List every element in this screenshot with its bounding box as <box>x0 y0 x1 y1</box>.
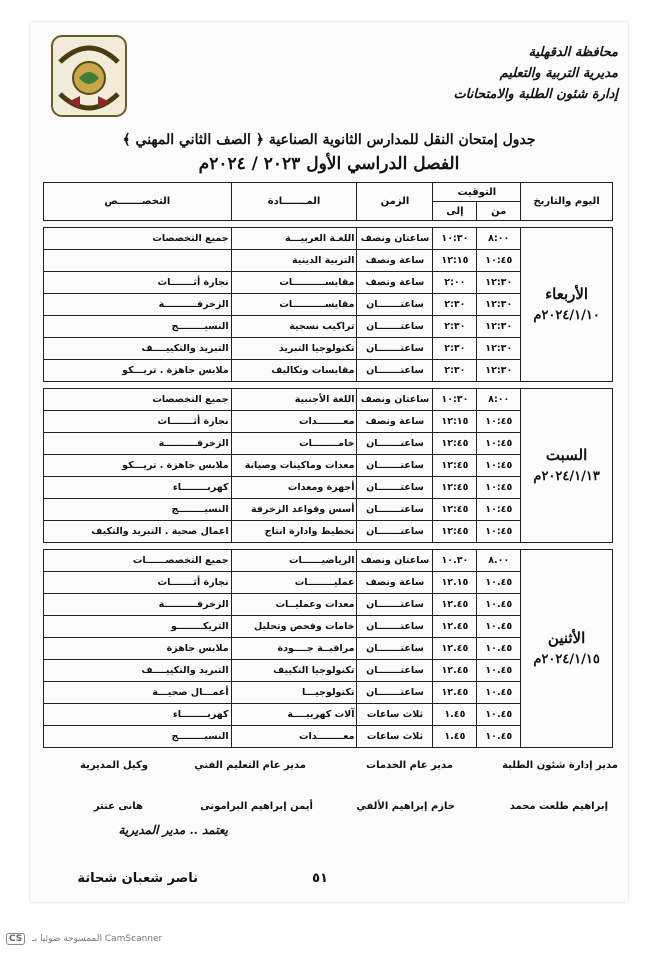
time-from-cell: ١٠:٤٥ <box>477 433 521 455</box>
subject-cell: معدات وماكينات وصيانة <box>231 455 357 477</box>
time-from-cell: ١٠:٤٥ <box>477 521 521 543</box>
separator-cell <box>44 221 613 228</box>
time-to-cell: ١٠:٣٠ <box>433 228 477 250</box>
specialization-cell: جميع التخصصات <box>44 228 232 250</box>
time-from-cell: ١٠:٤٥ <box>477 455 521 477</box>
duration-cell: ثلاث ساعات <box>357 704 433 726</box>
time-from-cell: ١٢:٣٠ <box>477 360 521 382</box>
day-name: الأثنين <box>547 628 586 647</box>
time-to-cell: ١.٤٥ <box>433 704 477 726</box>
specialization-cell: كهربــــــــاء <box>44 704 232 726</box>
time-from-cell: ١٠.٤٥ <box>477 682 521 704</box>
duration-cell: ساعتـــــــان <box>357 316 433 338</box>
day-separator <box>44 382 613 389</box>
time-from-cell: ١٢:٣٠ <box>477 338 521 360</box>
signature-name-3: أيمن إبراهيم البرامونى <box>200 801 313 812</box>
time-from-cell: ٨.٠٠ <box>477 550 521 572</box>
specialization-cell: التبريد والتكييــــف <box>44 338 232 360</box>
time-from-cell: ١٠:٤٥ <box>477 411 521 433</box>
time-to-cell: ٢:٠٠ <box>433 272 477 294</box>
day-separator <box>44 543 613 550</box>
time-to-cell: ١٠.٣٠ <box>433 550 477 572</box>
specialization-cell: النسيــــــــج <box>44 726 232 748</box>
signature-name-1: إبراهيم طلعت محمد <box>509 801 608 812</box>
time-from-cell: ٨:٠٠ <box>477 228 521 250</box>
duration-cell: ساعة ونصف <box>357 411 433 433</box>
time-to-cell: ١٢.٤٥ <box>433 638 477 660</box>
day-date-cell <box>521 228 613 382</box>
specialization-cell: جميع التخصصــــــات <box>44 550 232 572</box>
header-line-3: إدارة شئون الطلبة والامتحانات <box>453 87 618 102</box>
time-to-cell: ١٢.٤٥ <box>433 616 477 638</box>
signature-name-4: هانى عنتر <box>93 801 143 812</box>
duration-cell: ساعة ونصف <box>357 250 433 272</box>
duration-cell: ساعتـــــــان <box>357 455 433 477</box>
specialization-cell: نجارة أثـــــــاث <box>44 411 232 433</box>
time-to-cell: ٢:٣٠ <box>433 294 477 316</box>
duration-cell: ساعتان ونصف <box>357 550 433 572</box>
day-date: ٢٠٢٤/١/١٠م <box>533 307 600 323</box>
time-from-cell: ١٠:٤٥ <box>477 250 521 272</box>
specialization-cell: ملابس جاهزة <box>44 638 232 660</box>
director-name: ناصر شعبان شحاتة <box>77 871 198 886</box>
duration-cell: ساعة ونصف <box>357 572 433 594</box>
subject-cell: أجهزة ومعدات <box>231 477 357 499</box>
subject-cell: خامــــــــات <box>231 433 357 455</box>
duration-cell: ساعتـــــــان <box>357 338 433 360</box>
subject-cell: تكنولوجيا التكييف <box>231 660 357 682</box>
duration-cell: ساعتـــــــان <box>357 360 433 382</box>
separator-cell <box>44 543 613 550</box>
specialization-cell: أعمـــال صحيـــة <box>44 682 232 704</box>
header-day-date: اليوم والتاريخ <box>521 183 613 221</box>
scanner-watermark <box>6 933 162 945</box>
duration-cell: ساعتـــــــان <box>357 682 433 704</box>
time-to-cell: ٢:٣٠ <box>433 338 477 360</box>
subject-cell: اللغـة العربيـــة <box>231 228 357 250</box>
header-from: من <box>477 202 521 221</box>
time-from-cell: ١٠.٤٥ <box>477 660 521 682</box>
header-specialization: التخصـــــــص <box>44 183 232 221</box>
specialization-cell: جميع التخصصات <box>44 389 232 411</box>
specialization-cell: ملابس جاهزة . تريـــكو <box>44 455 232 477</box>
duration-cell: ساعتان ونصف <box>357 228 433 250</box>
signature-title-2: مدير عام الخدمات <box>366 760 453 771</box>
camscanner-text: الممسوحة ضوئيا بـ CamScanner <box>32 934 163 944</box>
signature-title-1: مدير إدارة شئون الطلبة <box>502 760 618 771</box>
subject-cell: تكنولوجيـــا <box>231 682 357 704</box>
time-to-cell: ١٢:١٥ <box>433 411 477 433</box>
subject-cell: الرياضيــــــات <box>231 550 357 572</box>
time-to-cell: ١٢:٤٥ <box>433 433 477 455</box>
time-from-cell: ١٠.٤٥ <box>477 726 521 748</box>
signature-title-3: مدير عام التعليم الفني <box>194 760 306 771</box>
approval-text: يعتمد .. مدير المديرية <box>118 823 228 837</box>
specialization-cell <box>44 250 232 272</box>
time-from-cell: ١٠.٤٥ <box>477 704 521 726</box>
time-to-cell: ١٢.٤٥ <box>433 660 477 682</box>
duration-cell: ساعتـــــــان <box>357 294 433 316</box>
time-to-cell: ١٢:٤٥ <box>433 521 477 543</box>
time-to-cell: ١.٤٥ <box>433 726 477 748</box>
specialization-cell: نجارة أثـــــــاث <box>44 572 232 594</box>
subject-cell: مقايســــــــــات <box>231 272 357 294</box>
subject-cell: التربية الدينية <box>231 250 357 272</box>
subject-cell: اللغة الأجنبية <box>231 389 357 411</box>
semester-title: الفصل الدراسي الأول ٢٠٢٣ / ٢٠٢٤م <box>198 154 460 174</box>
specialization-cell: التريكــــــــو <box>44 616 232 638</box>
time-to-cell: ١٢:٤٥ <box>433 477 477 499</box>
specialization-cell: كهربــــــــاء <box>44 477 232 499</box>
specialization-cell: اعمال صحية . التبريد والتكيف <box>44 521 232 543</box>
duration-cell: ساعتـــــــان <box>357 521 433 543</box>
duration-cell: ساعتـــــــان <box>357 477 433 499</box>
specialization-cell: نجارة أثـــــــاث <box>44 272 232 294</box>
specialization-cell: النسيــــــــج <box>44 316 232 338</box>
time-to-cell: ١٢:٤٥ <box>433 499 477 521</box>
time-from-cell: ٨:٠٠ <box>477 389 521 411</box>
day-date: ٢٠٢٤/١/١٥م <box>533 651 600 667</box>
table-row <box>44 389 613 411</box>
specialization-cell: النسيــــــــج <box>44 499 232 521</box>
header-timing: التوقيت <box>433 183 521 202</box>
day-date-cell <box>521 550 613 748</box>
subject-cell: معــــــــدات <box>231 726 357 748</box>
day-name: السبت <box>545 445 588 464</box>
duration-cell: ساعتـــــــان <box>357 660 433 682</box>
time-to-cell: ٢:٣٠ <box>433 316 477 338</box>
subject-cell: مراقبــة جــــودة <box>231 638 357 660</box>
duration-cell: ساعتان ونصف <box>357 389 433 411</box>
schedule-title: جدول إمتحان النقل للمدارس الثانوية الصناعية ﴿ الصف الثاني المهني ﴾ <box>122 132 536 148</box>
duration-cell: ساعتـــــــان <box>357 594 433 616</box>
separator-cell <box>44 382 613 389</box>
subject-cell: مقايســــــــــات <box>231 294 357 316</box>
issuer-header <box>418 42 618 105</box>
specialization-cell: الزخرفــــــــــة <box>44 294 232 316</box>
signature-name-2: حازم إبراهيم الألفي <box>356 801 455 812</box>
time-to-cell: ١٢:١٥ <box>433 250 477 272</box>
day-separator <box>44 221 613 228</box>
header-to: إلى <box>433 202 477 221</box>
time-from-cell: ١٢:٣٠ <box>477 272 521 294</box>
time-from-cell: ١٢:٣٠ <box>477 294 521 316</box>
subject-cell: خامات وفحص وتحليل <box>231 616 357 638</box>
directorate-logo <box>50 32 128 120</box>
specialization-cell: التبريد والتكييــــف <box>44 660 232 682</box>
subject-cell: أسس وقواعد الزخرفة <box>231 499 357 521</box>
subject-cell: عمليــــــــات <box>231 572 357 594</box>
table-row <box>44 550 613 572</box>
duration-cell: ساعتـــــــان <box>357 499 433 521</box>
exam-schedule-table <box>43 182 613 748</box>
header-duration: الزمن <box>357 183 433 221</box>
specialization-cell: الزخرفــــــــــة <box>44 594 232 616</box>
time-to-cell: ١٢:٤٥ <box>433 455 477 477</box>
day-date: ٢٠٢٤/١/١٣م <box>533 468 600 484</box>
time-from-cell: ١٠.٤٥ <box>477 616 521 638</box>
day-date-cell <box>521 389 613 543</box>
specialization-cell: ملابس جاهزة . تريـــكو <box>44 360 232 382</box>
duration-cell: ساعة ونصف <box>357 272 433 294</box>
time-from-cell: ١٢:٣٠ <box>477 316 521 338</box>
day-name: الأربعاء <box>545 284 589 303</box>
time-from-cell: ١٠:٤٥ <box>477 499 521 521</box>
page-number: ٥١ <box>312 871 328 886</box>
subject-cell: معــــــــدات <box>231 411 357 433</box>
time-from-cell: ١٠.٤٥ <box>477 638 521 660</box>
subject-cell: تكنولوجيا التبريد <box>231 338 357 360</box>
header-line-2: مديرية التربية والتعليم <box>499 66 618 81</box>
time-from-cell: ١٠.٤٥ <box>477 594 521 616</box>
duration-cell: ساعتـــــــان <box>357 616 433 638</box>
time-to-cell: ١٢.١٥ <box>433 572 477 594</box>
time-from-cell: ١٠:٤٥ <box>477 477 521 499</box>
subject-cell: تراكيب نسجية <box>231 316 357 338</box>
specialization-cell: الزخرفــــــــــة <box>44 433 232 455</box>
duration-cell: ساعتـــــــان <box>357 433 433 455</box>
time-to-cell: ١٠:٣٠ <box>433 389 477 411</box>
subject-cell: آلات كهربيــــة <box>231 704 357 726</box>
time-from-cell: ١٠.٤٥ <box>477 572 521 594</box>
time-to-cell: ١٢.٤٥ <box>433 682 477 704</box>
table-row <box>44 228 613 250</box>
camscanner-logo: CS <box>6 933 25 945</box>
time-to-cell: ٢:٣٠ <box>433 360 477 382</box>
subject-cell: تخطيط وادارة انتاج <box>231 521 357 543</box>
duration-cell: ثلاث ساعات <box>357 726 433 748</box>
header-line-1: محافظة الدقهلية <box>528 45 618 60</box>
time-to-cell: ١٢.٤٥ <box>433 594 477 616</box>
duration-cell: ساعتـــــــان <box>357 638 433 660</box>
signature-title-4: وكيل المديرية <box>80 760 148 771</box>
header-subject: المـــــــادة <box>231 183 357 221</box>
subject-cell: معدات وعمليــات <box>231 594 357 616</box>
subject-cell: مقايسات وتكاليف <box>231 360 357 382</box>
